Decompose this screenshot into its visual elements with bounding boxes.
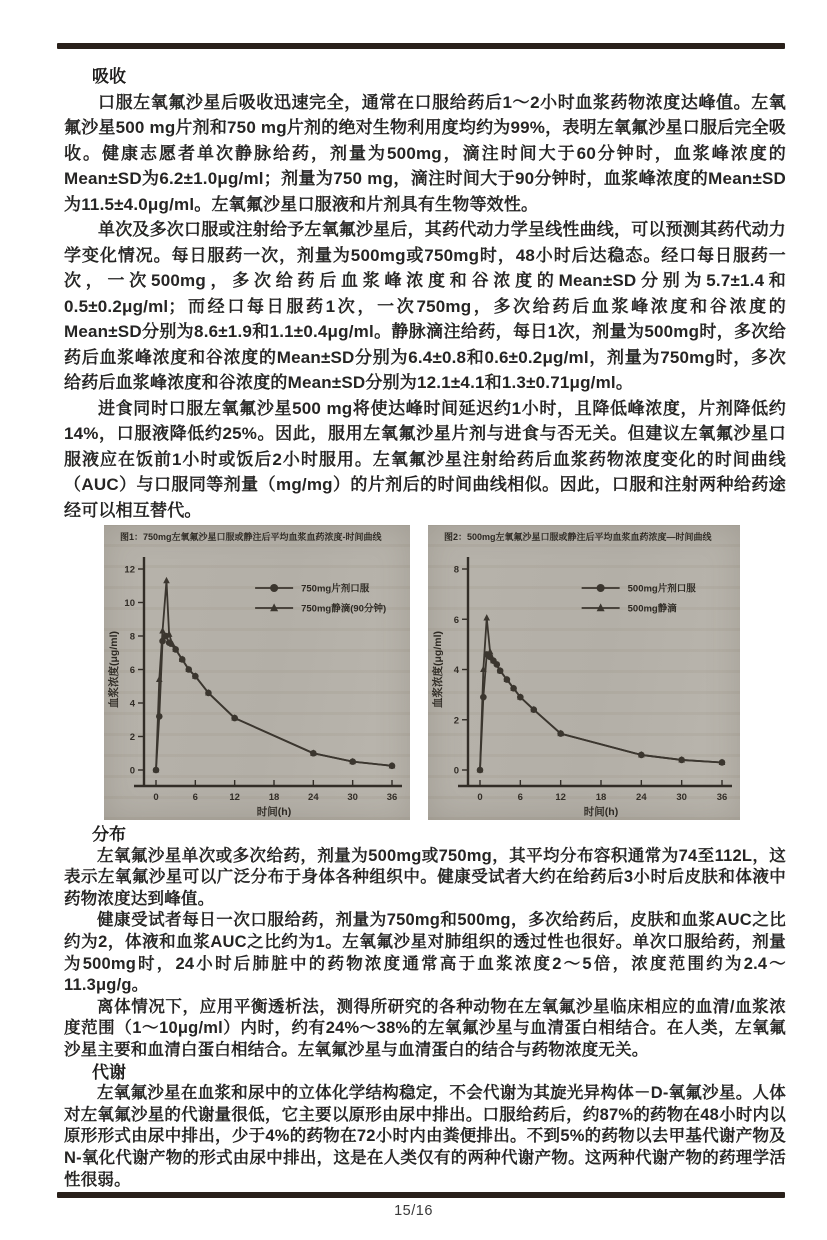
svg-text:500mg片剂口服: 500mg片剂口服 bbox=[627, 583, 696, 595]
svg-text:24: 24 bbox=[636, 792, 647, 803]
svg-text:4: 4 bbox=[129, 698, 135, 710]
svg-text:6: 6 bbox=[192, 792, 198, 803]
paragraph-absorption-1: 口服左氧氟沙星后吸收迅速完全，通常在口服给药后1～2小时血浆药物浓度达峰值。左氧氟沙星500 mg片剂和750 mg片剂的绝对生物利用度均约为99%，表明左氧氟沙星口服后完全吸收。健康志愿者单次静脉给药，剂量为500mg，滴注时间大于60分钟时，血浆峰浓度的Mean±SD为6.2±1.0μg/ml；剂量为750 mg，滴注时间大于90分钟时，血浆峰浓度的Mean±SD为11.5±4.0μg/ml。左氧氟沙星口服液和片剂具有生物等效性。 bbox=[64, 92, 786, 214]
paragraph-distribution-3: 离体情况下，应用平衡透析法，测得所研究的各种动物在左氧氟沙星临床相应的血清/血浆浓度范围（1～10μg/ml）内时，约有24%～38%的左氧氟沙星与血清蛋白相结合。在人类，左氧氟沙星主要和血清白蛋白相结合。左氧氟沙星与血清蛋白的结合与药物浓度无关。 bbox=[64, 997, 786, 1059]
svg-text:8: 8 bbox=[453, 564, 459, 576]
svg-text:图2：500mg左氧氟沙星口服或静注后平均血浆血药浓度—时间: 图2：500mg左氧氟沙星口服或静注后平均血浆血药浓度—时间曲线 bbox=[444, 532, 712, 542]
section-distribution bbox=[64, 824, 786, 1062]
svg-text:18: 18 bbox=[268, 792, 280, 803]
lower-sections bbox=[64, 824, 786, 1191]
section-heading-distribution: 分布 bbox=[92, 825, 126, 844]
svg-text:8: 8 bbox=[129, 631, 135, 643]
paragraph-metabolism-1: 左氧氟沙星在血浆和尿中的立体化学结构稳定，不会代谢为其旋光异构体－D-氧氟沙星。人体对左氧氟沙星的代谢量很低，它主要以原形由尿中排出。口服给药后，约87%的药物在48小时内以原形形式由尿中排出，少于4%的药物在72小时内由粪便排出。不到5%的药物以去甲基代谢产物及N-氧化代谢产物的形式由尿中排出，这是在人类仅有的两种代谢产物。这两种代谢产物的药理学活性很弱。 bbox=[64, 1084, 786, 1189]
svg-text:血浆浓度(μg/ml): 血浆浓度(μg/ml) bbox=[108, 630, 120, 709]
svg-text:6: 6 bbox=[453, 614, 459, 626]
svg-text:24: 24 bbox=[308, 792, 319, 803]
figure-2-concentration-time-chart bbox=[428, 525, 740, 820]
svg-text:10: 10 bbox=[124, 598, 135, 609]
svg-text:4: 4 bbox=[453, 665, 459, 676]
svg-text:12: 12 bbox=[555, 792, 566, 803]
section-absorption bbox=[64, 64, 786, 523]
svg-text:36: 36 bbox=[386, 792, 398, 803]
svg-text:36: 36 bbox=[716, 792, 728, 803]
svg-text:750mg静滴(90分钟): 750mg静滴(90分钟) bbox=[301, 603, 387, 615]
svg-text:0: 0 bbox=[153, 792, 159, 803]
svg-text:30: 30 bbox=[347, 792, 358, 803]
svg-text:时间(h): 时间(h) bbox=[256, 806, 292, 818]
svg-text:2: 2 bbox=[453, 715, 459, 727]
svg-text:血浆浓度(μg/ml): 血浆浓度(μg/ml) bbox=[432, 630, 444, 709]
paragraph-distribution-2: 健康受试者每日一次口服给药，剂量为750mg和500mg，多次给药后，皮肤和血浆AUC之比约为2，体液和血浆AUC之比约为1。左氧氟沙星对肺组织的透过性也很好。单次口服给药，剂量为500mg时，24小时后肺脏中的药物浓度通常高于血浆浓度2～5倍，浓度范围约为2.4～11.3μg/g。 bbox=[64, 911, 786, 995]
svg-text:750mg片剂口服: 750mg片剂口服 bbox=[301, 583, 370, 595]
svg-text:图1：750mg左氧氟沙星口服或静注后平均血浆血药浓度-时间: 图1：750mg左氧氟沙星口服或静注后平均血浆血药浓度-时间曲线 bbox=[120, 532, 382, 542]
figure-1-concentration-time-chart bbox=[104, 525, 410, 820]
section-heading-metabolism: 代谢 bbox=[92, 1062, 126, 1082]
svg-text:0: 0 bbox=[129, 765, 135, 777]
section-metabolism bbox=[64, 1062, 786, 1192]
figures-row bbox=[104, 525, 786, 820]
svg-text:0: 0 bbox=[453, 765, 459, 777]
bottom-rule bbox=[57, 1192, 785, 1198]
svg-text:0: 0 bbox=[477, 792, 483, 803]
section-heading-absorption: 吸收 bbox=[92, 67, 126, 86]
paragraph-absorption-3: 进食同时口服左氧氟沙星500 mg将使达峰时间延迟约1小时，且降低峰浓度，片剂降低约14%，口服液降低约25%。因此，服用左氧氟沙星片剂与进食与否无关。但建议左氧氟沙星口服液应在饭前1小时或饭后2小时服用。左氧氟沙星注射给药后血浆药物浓度变化的时间曲线（AUC）与口服同等剂量（mg/mg）的片剂后的时间曲线相似。因此，口服和注射两种给药途经可以相互替代。 bbox=[64, 398, 786, 520]
svg-text:12: 12 bbox=[124, 564, 135, 576]
svg-text:12: 12 bbox=[229, 792, 240, 803]
svg-text:6: 6 bbox=[129, 665, 135, 676]
svg-text:30: 30 bbox=[676, 792, 687, 803]
svg-text:时间(h): 时间(h) bbox=[583, 806, 619, 818]
paragraph-absorption-2: 单次及多次口服或注射给予左氧氟沙星后，其药代动力学呈线性曲线，可以预测其药代动力学变化情况。每日服药一次，剂量为500mg或750mg时，48小时后达稳态。经口每日服药一次，一次500mg，多次给药后血浆峰浓度和谷浓度的Mean±SD分别为5.7±1.4和0.5±0.2μg/ml；而经口每日服药1次，一次750mg，多次给药后血浆峰浓度和谷浓度的Mean±SD分别为8.6±1.9和1.1±0.4μg/ml。静脉滴注给药，每日1次，剂量为500mg时，多次给药后血浆峰浓度和谷浓度的Mean±SD分别为6.4±0.8和0.6±0.2μg/ml，剂量为750mg时，多次给药后血浆峰浓度和谷浓度的Mean±SD分别为12.1±4.1和1.3±0.71μg/ml。 bbox=[64, 220, 786, 392]
svg-text:2: 2 bbox=[129, 732, 135, 743]
paragraph-distribution-1: 左氧氟沙星单次或多次给药，剂量为500mg或750mg，其平均分布容积通常为74至112L，这表示左氧氟沙星可以广泛分布于身体各种组织中。健康受试者大约在给药后3小时后皮肤和体液中药物浓度达到峰值。 bbox=[64, 846, 786, 908]
page-content bbox=[64, 64, 786, 1191]
svg-text:6: 6 bbox=[517, 792, 523, 803]
top-rule bbox=[57, 43, 785, 49]
svg-text:18: 18 bbox=[595, 792, 607, 803]
page-number: 15/16 bbox=[394, 1203, 433, 1219]
svg-text:500mg静滴: 500mg静滴 bbox=[627, 603, 677, 615]
